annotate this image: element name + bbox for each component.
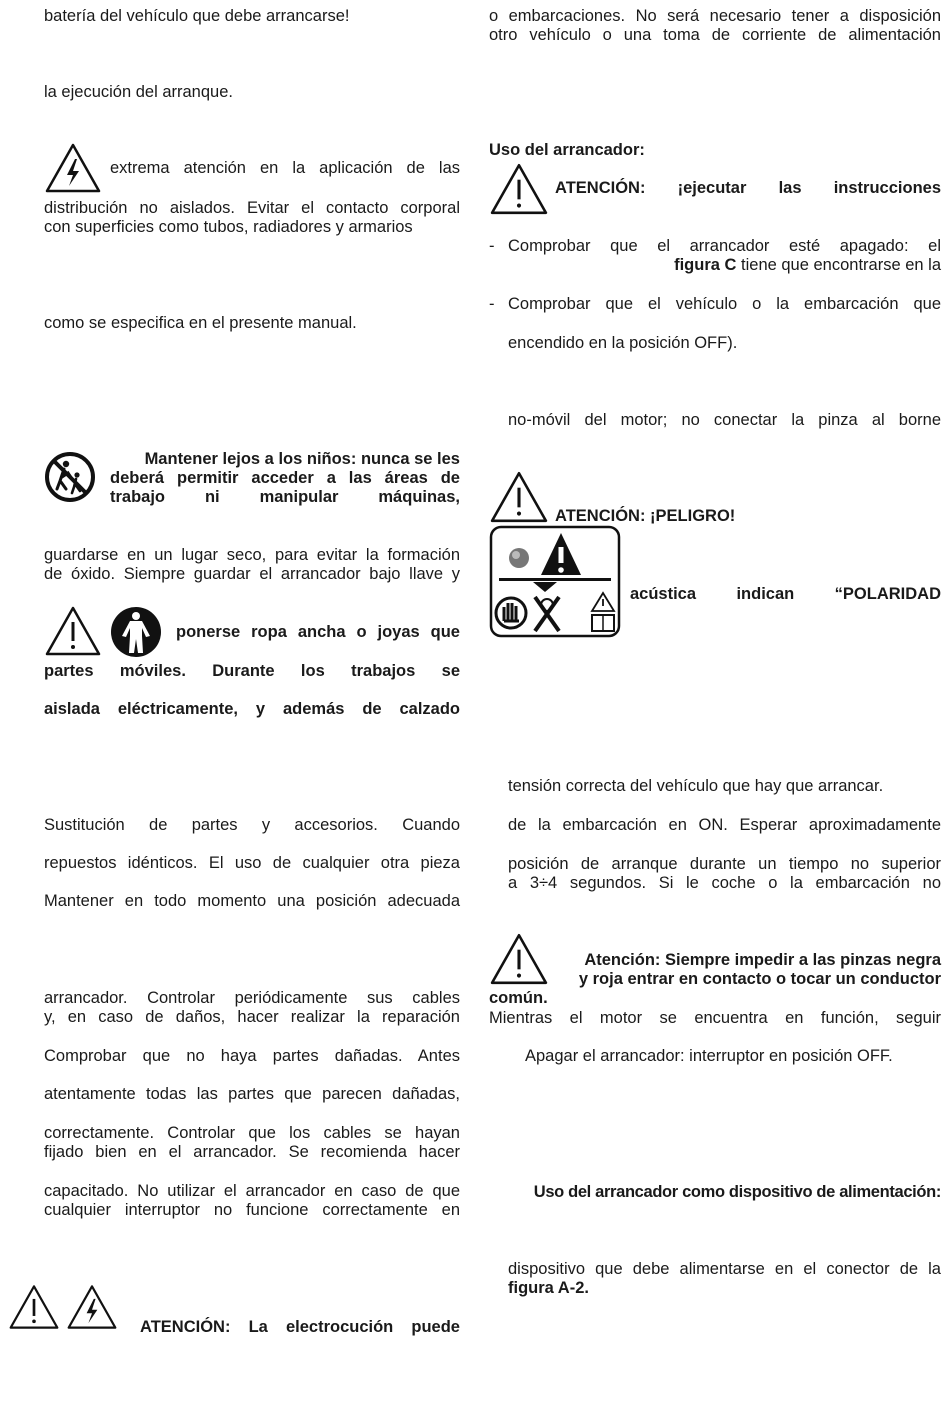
left-text-spares: repuestos idénticos. El uso de cualquier otra pieza xyxy=(44,854,460,872)
clamps-warning-3: común. xyxy=(489,989,548,1007)
danger-warning: ATENCIÓN: ¡PELIGRO! xyxy=(555,507,736,525)
left-text-start-execution: la ejecución del arranque. xyxy=(44,83,233,101)
left-text-switch-1: capacitado. No utilizar el arrancador en caso de que xyxy=(44,1182,460,1200)
left-text-distribution-2: con superficies como tubos, radiadores y armarios xyxy=(44,218,413,236)
left-text-cables-2: y, en caso de daños, hacer realizar la reparación xyxy=(44,1008,460,1026)
right-text-clamp: no-móvil del motor; no conectar la pinza al borne xyxy=(508,411,941,429)
section-heading-power-supply: Uso del arrancador como dispositivo de alimentación: xyxy=(533,1183,941,1201)
left-text-replacement: Sustitución de partes y accesorios. Cuando xyxy=(44,816,460,834)
warning-triangle-icon xyxy=(44,605,102,657)
section-heading-usage: Uso del arrancador: xyxy=(489,141,645,159)
left-text-battery: batería del vehículo que debe arrancarse! xyxy=(44,7,350,25)
figure-c-ref: figura C xyxy=(674,256,737,274)
clothing-warning-2: partes móviles. Durante los trabajos se xyxy=(44,662,460,680)
electric-shock-triangle-icon xyxy=(44,142,102,194)
bullet-dash: - xyxy=(489,295,495,313)
no-children-icon xyxy=(44,451,96,503)
figure-a2-ref: figura A-2. xyxy=(508,1279,589,1297)
check-switch-off-rest: tiene que encontrarse en la xyxy=(741,256,941,274)
electric-shock-triangle-icon xyxy=(66,1283,118,1331)
check-switch-off-2 xyxy=(508,256,941,275)
children-warning-2: deberá permitir acceder a las áreas de xyxy=(110,469,460,487)
right-text-turn-off: Apagar el arrancador: interruptor en posición OFF. xyxy=(525,1047,893,1065)
left-text-fixed-1: correctamente. Controlar que los cables se hayan xyxy=(44,1124,460,1142)
right-text-device: dispositivo que debe alimentarse en el conector de la xyxy=(508,1260,941,1278)
clothing-warning-3: aislada eléctricamente, y además de calzado xyxy=(44,700,460,718)
right-text-on: de la embarcación en ON. Esperar aproximadamente xyxy=(508,816,941,834)
left-text-attention: extrema atención en la aplicación de las xyxy=(110,159,460,177)
left-text-storage-2: de óxido. Siempre guardar el arrancador bajo llave y xyxy=(44,565,460,583)
warning-triangle-icon xyxy=(489,932,549,986)
right-text-start-1: posición de arranque durante un tiempo no superior xyxy=(508,855,941,873)
clamps-warning-1: Atención: Siempre impedir a las pinzas negra xyxy=(584,951,941,969)
attention-instructions: ATENCIÓN: ¡ejecutar las instrucciones xyxy=(555,179,941,197)
right-text-boats-1: o embarcaciones. No será necesario tener a disposición xyxy=(489,7,941,25)
right-text-running: Mientras el motor se encuentra en función, seguir xyxy=(489,1009,941,1027)
polarity-warning: acústica indican “POLARIDAD xyxy=(630,585,941,603)
right-text-voltage: tensión correcta del vehículo que hay que arrancar. xyxy=(508,777,884,795)
children-warning-1: Mantener lejos a los niños: nunca se les xyxy=(144,450,460,468)
electrocution-warning: ATENCIÓN: La electrocución puede xyxy=(140,1318,460,1336)
bullet-dash: - xyxy=(489,237,495,255)
left-text-inspect: atentamente todas las partes que parecen dañadas, xyxy=(44,1085,460,1103)
clamps-warning-2: y roja entrar en contacto o tocar un conductor xyxy=(578,970,941,988)
right-text-boats-2: otro vehículo o una toma de corriente de alimentación xyxy=(489,26,941,44)
left-text-cables-1: arrancador. Controlar periódicamente sus cables xyxy=(44,989,460,1007)
children-warning-3: trabajo ni manipular máquinas, xyxy=(110,488,460,506)
left-text-position: Mantener en todo momento una posición adecuada xyxy=(44,892,460,910)
clothing-warning-1: ponerse ropa ancha o joyas que xyxy=(176,623,460,641)
left-text-storage-1: guardarse en un lugar seco, para evitar la formación xyxy=(44,546,460,564)
warning-triangle-icon xyxy=(8,1283,60,1331)
polarity-warning-label-icon xyxy=(489,525,621,638)
left-text-fixed-2: fijado bien en el arrancador. Se recomienda hacer xyxy=(44,1143,460,1161)
protective-clothing-icon xyxy=(110,606,162,658)
left-text-switch-2: cualquier interruptor no funcione correctamente en xyxy=(44,1201,460,1219)
left-text-damage: Comprobar que no haya partes dañadas. Antes xyxy=(44,1047,460,1065)
check-vehicle-2: encendido en la posición OFF). xyxy=(508,334,738,352)
left-text-manual: como se especifica en el presente manual. xyxy=(44,314,357,332)
warning-triangle-icon xyxy=(489,470,549,524)
right-text-start-2: a 3÷4 segundos. Si le coche o la embarcación no xyxy=(508,874,941,892)
warning-triangle-icon xyxy=(489,162,549,216)
check-vehicle-1: Comprobar que el vehículo o la embarcación que xyxy=(508,295,941,313)
check-switch-off-1: Comprobar que el arrancador esté apagado: el xyxy=(508,237,941,255)
left-text-distribution-1: distribución no aislados. Evitar el contacto corporal xyxy=(44,199,460,217)
